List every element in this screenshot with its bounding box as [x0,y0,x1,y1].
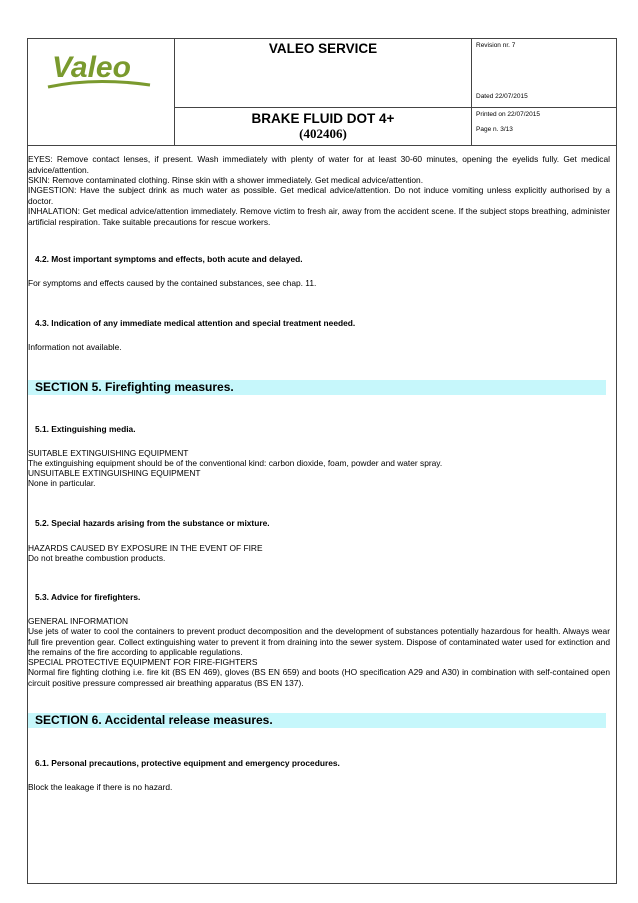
unsuitable-equipment-heading: UNSUITABLE EXTINGUISHING EQUIPMENT [28,468,201,478]
logo-cell [27,38,175,146]
document-header [27,38,617,146]
subsection-6-1-text: Block the leakage if there is no hazard. [28,782,173,792]
printed-on: Printed on 22/07/2015 [476,111,540,118]
product-code: (402406) [299,126,347,141]
subsection-4-2-title: 4.2. Most important symptoms and effects, both acute and delayed. [35,254,303,264]
company-cell [174,38,472,108]
hazards-heading: HAZARDS CAUSED BY EXPOSURE IN THE EVENT OF FIRE [28,543,263,553]
first-aid-inhalation: INHALATION: Get medical advice/attention immediately. Remove victim to fresh air, away from the accident scene. If the subject stops breathing, administer artificial respiration. Take suitable precautions for rescue workers. [28,206,610,227]
subsection-4-2-text: For symptoms and effects caused by the contained substances, see chap. 11. [28,278,317,288]
hazards-text: Do not breathe combustion products. [28,553,166,563]
subsection-5-3-title: 5.3. Advice for firefighters. [35,592,141,602]
subsection-5-2-title: 5.2. Special hazards arising from the substance or mixture. [35,518,270,528]
section-6-header [28,713,606,728]
suitable-equipment-text: The extinguishing equipment should be of the conventional kind: carbon dioxide, foam, powder and water spray. [28,458,443,468]
revision-number: Revision nr. 7 [476,42,516,49]
subsection-4-3-title: 4.3. Indication of any immediate medical attention and special treatment needed. [35,318,356,328]
suitable-equipment-heading: SUITABLE EXTINGUISHING EQUIPMENT [28,448,189,458]
logo-text: Valeo [52,51,131,84]
protective-equipment-text: Normal fire fighting clothing i.e. fire kit (BS EN 469), gloves (BS EN 659) and boots (HO specification A29 and A30) in combination with self-contained open circuit positive pressure compressed air breathing apparatus (BS EN 137). [28,667,610,688]
unsuitable-equipment-text: None in particular. [28,478,96,488]
revision-cell [471,38,617,108]
section-5-header [28,380,606,395]
product-name: BRAKE FLUID DOT 4+ [251,111,395,126]
first-aid-eyes: EYES: Remove contact lenses, if present. Wash immediately with plenty of water for at least 30-60 minutes, opening the eyelids fully. Get medical advice/attention. [28,154,610,175]
dated: Dated 22/07/2015 [476,93,528,100]
page-number: Page n. 3/13 [476,126,513,133]
general-information-heading: GENERAL INFORMATION [28,616,129,626]
valeo-logo [44,49,159,94]
subsection-4-3-text: Information not available. [28,342,122,352]
first-aid-ingestion: INGESTION: Have the subject drink as much water as possible. Get medical advice/attention. Do not induce vomiting unless explicitly authorised by a doctor. [28,185,610,206]
print-info-cell [471,107,617,146]
first-aid-skin: SKIN: Remove contaminated clothing. Rinse skin with a shower immediately. Get medical advice/attention. [28,175,424,185]
product-cell [174,107,472,146]
protective-equipment-heading: SPECIAL PROTECTIVE EQUIPMENT FOR FIRE-FIGHTERS [28,657,258,667]
subsection-5-1-title: 5.1. Extinguishing media. [35,424,136,434]
company-name: VALEO SERVICE [268,41,378,56]
section-5-title: SECTION 5. Firefighting measures. [35,380,234,394]
section-6-title: SECTION 6. Accidental release measures. [35,713,273,727]
general-information-text: Use jets of water to cool the containers to prevent product decomposition and the development of substances potentially hazardous for health. Always wear full fire prevention gear. Collect extinguishing water to prevent it from draining into the sewer system. Dispose of contaminated water used for extinction and the remains of the fire according to applicable regulations. [28,626,610,658]
subsection-6-1-title: 6.1. Personal precautions, protective equipment and emergency procedures. [35,758,340,768]
